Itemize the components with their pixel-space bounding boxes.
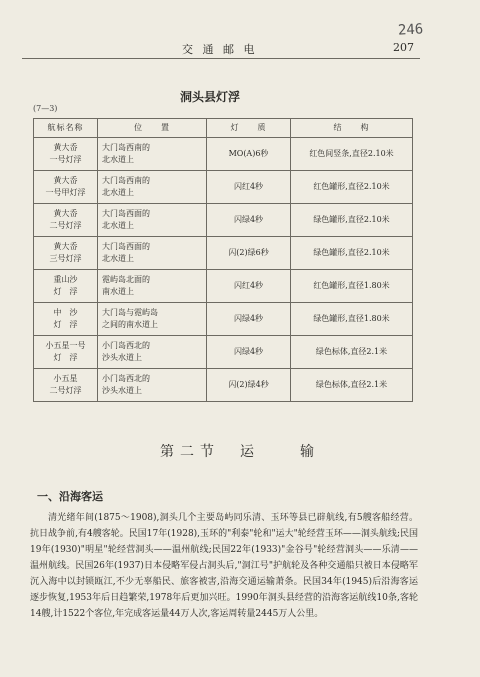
cell-light-character: 闪绿4秒 [207,204,291,237]
page-number: 207 [393,41,414,54]
table-header-row [34,119,413,138]
cell-structure: 绿色罐形,直径1.80米 [291,303,413,336]
column-header-structure: 结 构 [291,119,413,138]
cell-buoy-name: 中 沙 灯 浮 [34,303,98,336]
table-row [34,204,413,237]
column-header-location: 位 置 [98,119,207,138]
table-row [34,138,413,171]
cell-location: 大门岛西面的 北水道上 [98,237,207,270]
table-row [34,270,413,303]
subsection-title: 一、沿海客运 [37,490,103,503]
cell-buoy-name: 黄大岙 一号甲灯浮 [34,171,98,204]
column-header-light: 灯 质 [207,119,291,138]
cell-structure: 绿色罐形,直径2.10米 [291,204,413,237]
cell-buoy-name: 黄大岙 三号灯浮 [34,237,98,270]
table-row [34,237,413,270]
cell-location: 大门岛与霓屿岛 之间的南水道上 [98,303,207,336]
cell-buoy-name: 小五星一号 灯 浮 [34,336,98,369]
cell-location: 小门岛西北的 沙头水道上 [98,336,207,369]
running-header [22,38,420,59]
cell-location: 大门岛西南的 北水道上 [98,171,207,204]
body-paragraph: 清光绪年间(1875～1908),洞头几个主要岛屿同乐清、玉环等县已辟航线,有5艘客船经营。抗日战争前,有4艘客轮。民国17年(1928),玉环的"利泰"轮和"运大"轮经营玉环——洞头航线;民国19年(1930)"明星"轮经营洞头——温州航线;民国22年(1933)"金谷号"轮经营洞头——乐清——温州航线。民国26年(1937)日本侵略军侵占洞头后,"洞江号"护航轮及各种交通船只被日本侵略军沉入海中以封锁瓯江,不少无辜船民、旅客被害,沿海交通运输萧条。民国34年(1945)后沿海客运逐步恢复,1953年后日趋繁荣,1978年后更加兴旺。1990年洞头县经营的沿海客运航线10条,客轮14艘,计1522个客位,年完成客运量44万人次,客运周转量2445万人公里。 [30,513,418,619]
cell-buoy-name: 黄大岙 二号灯浮 [34,204,98,237]
cell-light-character: 闪红4秒 [207,171,291,204]
cell-light-character: 闪绿4秒 [207,336,291,369]
cell-structure: 绿色罐形,直径2.10米 [291,237,413,270]
cell-location: 大门岛西南的 北水道上 [98,138,207,171]
cell-buoy-name: 重山沙 灯 浮 [34,270,98,303]
cell-light-character: 闪红4秒 [207,270,291,303]
cell-light-character: 闪绿4秒 [207,303,291,336]
cell-location: 霓屿岛北面的 南水道上 [98,270,207,303]
table-code: (7—3) [33,104,58,113]
table-title: 洞头县灯浮 [180,90,241,104]
table-row [34,303,413,336]
table-row [34,369,413,402]
cell-light-character: 闪(2)绿4秒 [207,369,291,402]
cell-structure: 红色间竖条,直径2.10米 [291,138,413,171]
cell-buoy-name: 黄大岙 一号灯浮 [34,138,98,171]
cell-structure: 绿色标体,直径2.1米 [291,369,413,402]
section-title: 第二节 运 输 [160,444,320,460]
cell-structure: 红色罐形,直径1.80米 [291,270,413,303]
table-row [34,336,413,369]
cell-buoy-name: 小五星 二号灯浮 [34,369,98,402]
header-title: 交 通 邮 电 [182,43,258,56]
cell-light-character: 闪(2)绿6秒 [207,237,291,270]
buoy-table [33,118,413,402]
table-body [34,138,413,402]
cell-structure: 红色罐形,直径2.10米 [291,171,413,204]
cell-location: 小门岛西北的 沙头水道上 [98,369,207,402]
handwritten-page-number: 246 [397,21,424,39]
table-row [34,171,413,204]
cell-light-character: MO(A)6秒 [207,138,291,171]
column-header-name: 航标名称 [34,119,98,138]
cell-structure: 绿色标体,直径2.1米 [291,336,413,369]
cell-location: 大门岛西面的 北水道上 [98,204,207,237]
